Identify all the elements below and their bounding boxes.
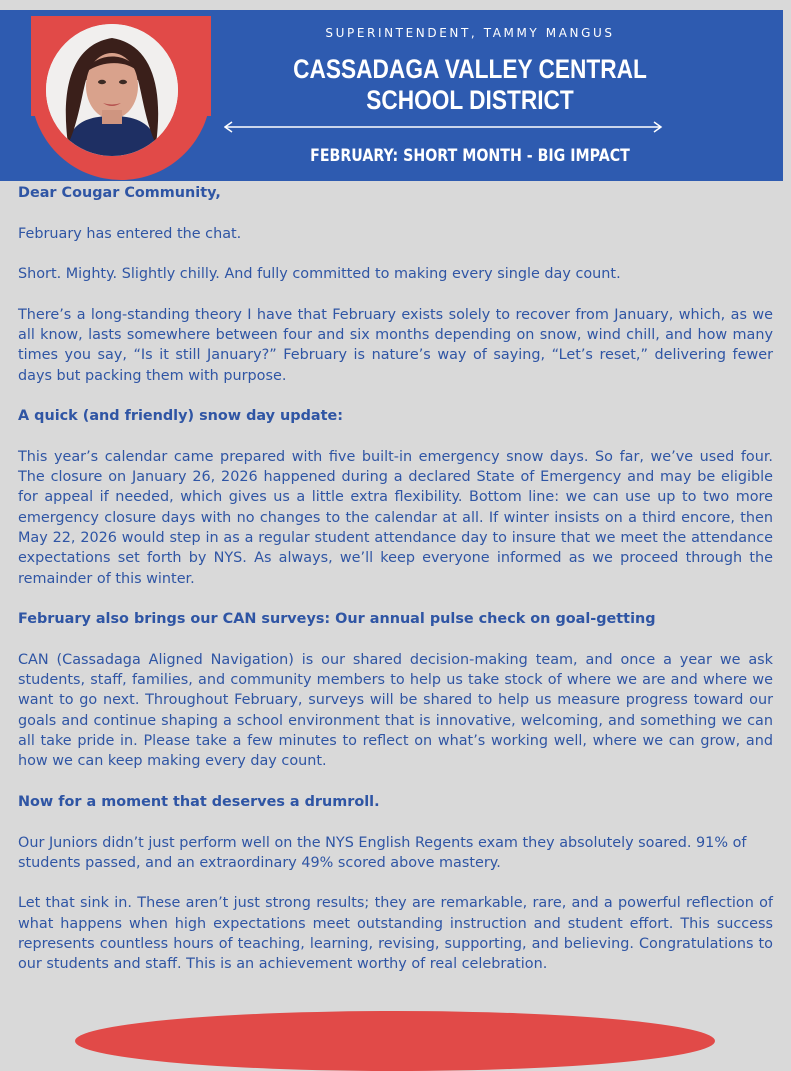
superintendent-photo [46,24,178,156]
paragraph-short-mighty: Short. Mighty. Slightly chilly. And fully committed to making every single day count. [18,266,621,283]
paragraph-theory: There’s a long-standing theory I have that February exists solely to recover from January, which, as we all know, lasts somewhere between four and six months depending on snow, wind chill, and how many times you say, “Is it still January?” February is nature’s way of saying, “Let’s reset,” delivering fewer days but packing them with purpose. [18,306,773,384]
letter-body [18,183,773,995]
heading-snow-day: A quick (and friendly) snow day update: [18,408,343,425]
paragraph-intro: February has entered the chat. [18,225,242,242]
newsletter-subtitle: FEBRUARY: SHORT MONTH - BIG IMPACT [310,146,630,165]
paragraph-celebration: Let that sink in. These aren’t just strong results; they are remarkable, rare, and a powerful reflection of what happens when high expectations meet outstanding instruction and student effort. This success represents countless hours of teaching, learning, revising, supporting, and believing. Congratulations to our students and staff. This is an achievement worthy of real celebration. [18,895,773,973]
footer-arc [75,1011,715,1071]
greeting: Dear Cougar Community, [18,185,221,201]
double-arrow-divider [224,121,664,133]
paragraph-snow-day: This year’s calendar came prepared with five built-in emergency snow days. So far, we’ve used four. The closure on January 26, 2026 happened during a declared State of Emergency and may be eligible for appeal if needed, which gives us a little extra flexibility. Bottom line: we can use up to two more emergency closure days with no changes to the calendar at all. If winter insists on a third encore, then May 22, 2026 would step in as a regular student attendance day to insure that we meet the attendance expectations set forth by NYS. As always, we’ll keep everyone informed as we proceed through the remainder of this winter. [18,448,773,587]
paragraph-can-surveys: CAN (Cassadaga Aligned Navigation) is our shared decision-making team, and once a year we ask students, staff, families, and community members to help us take stock of where we are and where we want to go next. Throughout February, surveys will be shared to help us measure progress toward our goals and continue shaping a school environment that is innovative, welcoming, and something we can all take pride in. Please take a few minutes to reflect on what’s working well, where we can grow, and how we can keep making every day count. [18,651,773,770]
paragraph-regents: Our Juniors didn’t just perform well on the NYS English Regents exam they absolutely soared. 91% of students passed, and an extraordinary 49% scored above mastery. [18,834,747,871]
superintendent-name: SUPERINTENDENT, TAMMY MANGUS [325,26,615,40]
heading-can-surveys: February also brings our CAN surveys: Our annual pulse check on goal-getting [18,611,656,628]
heading-drumroll: Now for a moment that deserves a drumroll. [18,793,380,810]
district-name [260,54,680,116]
district-name-line1: CASSADAGA VALLEY CENTRAL [293,54,647,84]
district-name-line2: SCHOOL DISTRICT [366,85,574,115]
